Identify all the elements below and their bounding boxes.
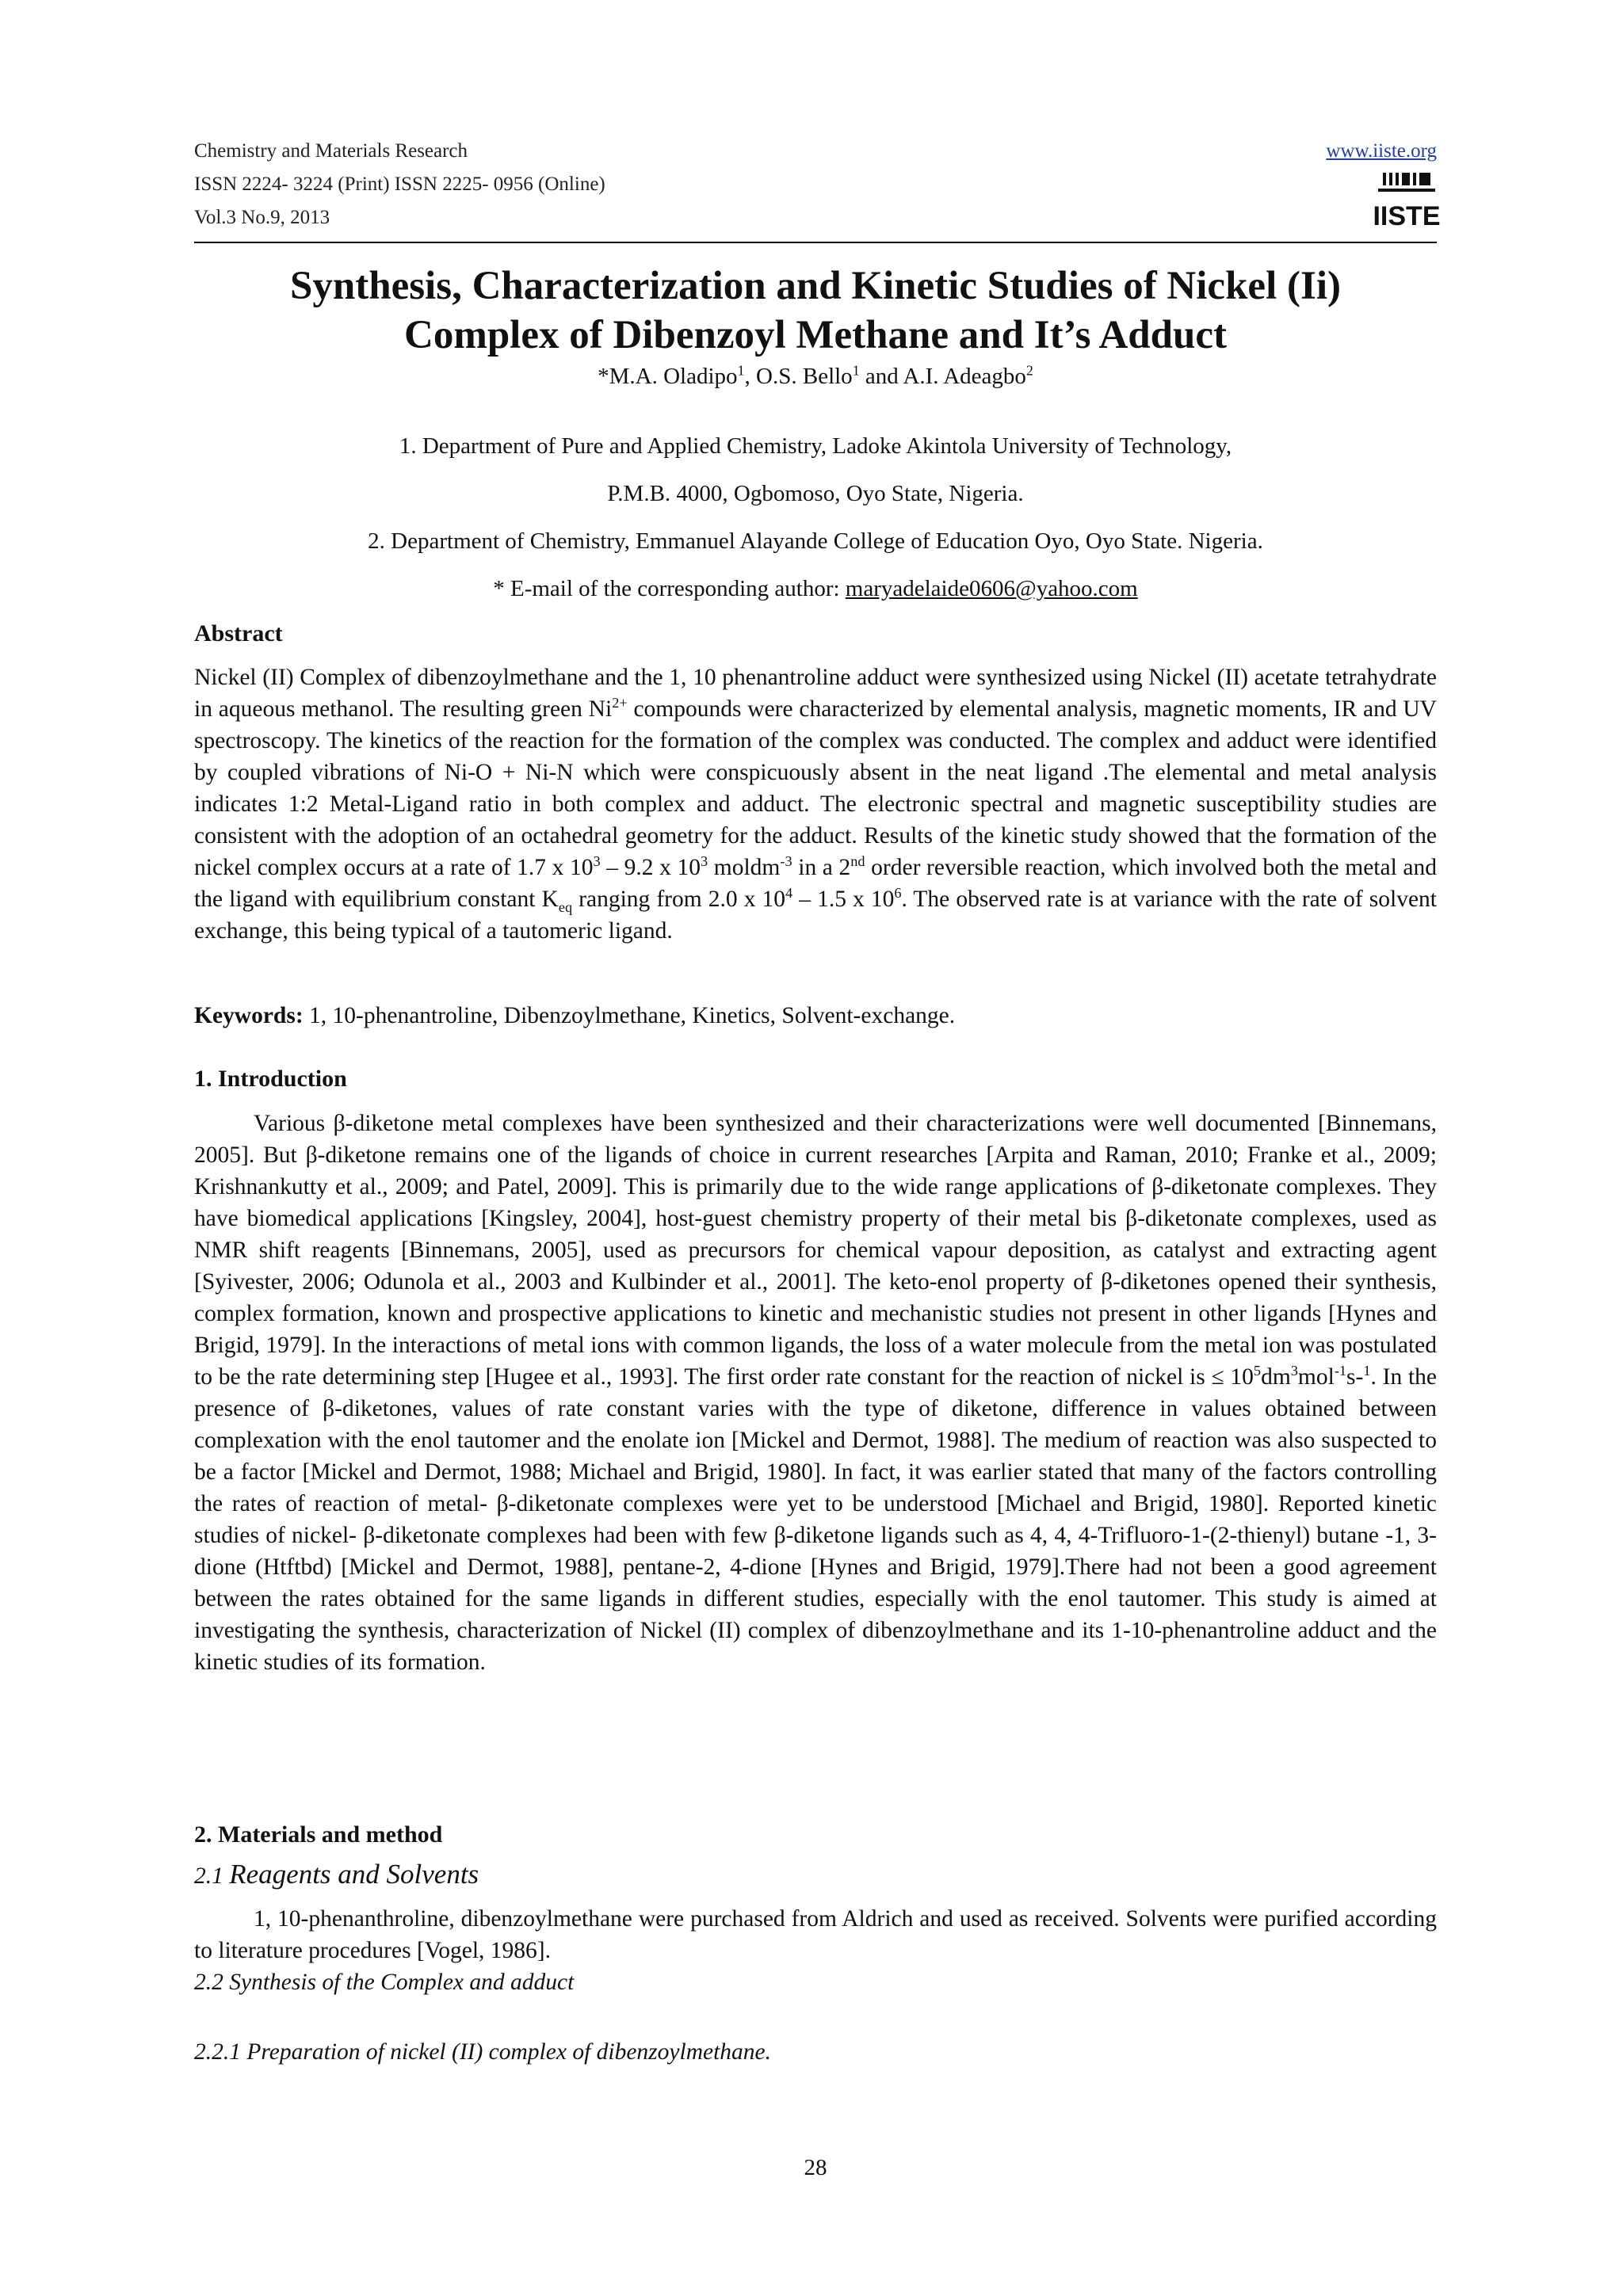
journal-volume: Vol.3 No.9, 2013 <box>194 207 330 228</box>
section-2-2-1-heading: 2.2.1 Preparation of nickel (II) complex of dibenzoylmethane. <box>194 2039 772 2065</box>
paper-page <box>194 0 1441 2296</box>
section-2-1-heading: 2.1 Reagents and Solvents <box>194 1859 479 1890</box>
affiliation-1-line-1: 1. Department of Pure and Applied Chemistry, Ladoke Akintola University of Technology, <box>399 433 1232 459</box>
iiste-logo <box>1373 170 1441 233</box>
journal-header <box>194 135 1441 243</box>
introduction-paragraph: Various β-diketone metal complexes have been synthesized and their characterizations were well documented [Binnemans, 2005]. But β-diketone remains one of the ligands of choice in current researches [Arpita and Raman, 2010; Franke et al., 2009; Krishnankutty et al., 2009; and Patel, 2009]. This is primarily due to the wide range applications of β-diketonate complexes. They have biomedical applications [Kingsley, 2004], host-guest chemistry property of their metal bis β-diketonate complexes, used as NMR shift reagents [Binnemans, 2005], used as precursors for chemical vapour deposition, as catalyst and extracting agent [Syivester, 2006; Odunola et al., 2003 and Kulbinder et al., 2001]. The keto-enol property of β-diketones opened their synthesis, complex formation, known and prospective applications to kinetic and mechanistic studies not present in other ligands [Hynes and Brigid, 1979]. In the interactions of metal ions with common ligands, the loss of a water molecule from the metal ion was postulated to be the rate determining step [Hugee et al., 1993]. The first order rate constant for the reaction of nickel is ≤ $10^5dm^3mol^{-1}s-^1$. In the presence of β-diketones, values of rate constant varies with the type of diketone, difference in values obtained between complexation with the enol tautomer and the enolate ion [Mickel and Dermot, 1988]. The medium of reaction was also suspected to be a factor [Mickel and Dermot, 1988; Michael and Brigid, 1980]. In fact, it was earlier stated that many of the factors controlling the rates of reaction of metal- β-diketonate complexes were yet to be understood [Michael and Brigid, 1980]. Reported kinetic studies of nickel- β-diketonate complexes had been with few β-diketone ligands such as 4, 4, 4-Trifluoro-1-(2-thienyl) butane -1, 3-dione (Htftbd) [Mickel and Dermot, 1988], pentane-2, 4-dione [Hynes and Brigid, 1979].There had not been a good agreement between the rates obtained for the same ligands in different studies, especially with the enol tautomer. This study is aimed at investigating the synthesis, characterization of Nickel (II) complex of dibenzoylmethane and its 1-10-phenantroline adduct and the kinetic studies of its formation. <box>194 1111 1437 1675</box>
paper-title <box>194 261 1437 360</box>
journal-issn: ISSN 2224- 3224 (Print) ISSN 2225- 0956 (Online) <box>194 174 605 195</box>
author-list: *M.A. Oladipo$^1$, O.S. Bello$^1$ and A.I. Adeagbo$^2$ <box>598 362 1033 389</box>
materials-method-heading: 2. Materials and method <box>194 1821 443 1848</box>
logo-text: IISTE <box>1373 201 1441 231</box>
keywords: Keywords: 1, 10-phenantroline, Dibenzoylmethane, Kinetics, Solvent-exchange. <box>194 1003 956 1028</box>
journal-name: Chemistry and Materials Research <box>194 140 468 162</box>
abstract-heading: Abstract <box>194 620 283 646</box>
abstract-text: Nickel (II) Complex of dibenzoylmethane and the 1, 10 phenantroline adduct were synthesized using Nickel (II) acetate tetrahydrate in aqueous methanol. The resulting green $Ni^{2+}$ compounds were characterized by elemental analysis, magnetic moments, IR and UV spectroscopy. The kinetics of the reaction for the formation of the complex was conducted. The complex and adduct were identified by coupled vibrations of Ni-O + Ni-N which were conspicuously absent in the neat ligand .The elemental and metal analysis indicates 1:2 Metal-Ligand ratio in both complex and adduct. The electronic spectral and magnetic susceptibility studies are consistent with the adoption of an octahedral geometry for the adduct. Results of the kinetic study showed that the formation of the nickel complex occurs at a rate of 1.7 x $10^3 - 9.2$ x $10^3$ moldm$^{-3}$ in a 2nd order reversible reaction, which involved both the metal and the ligand with equilibrium constant $K_{eq}$ ranging from 2.0 x $10^4 - 1.5$ x $10^6$. The observed rate is at variance with the rate of solvent exchange, this being typical of a tautomeric ligand. <box>194 665 1437 944</box>
section-2-2-heading: 2.2 Synthesis of the Complex and adduct <box>194 1970 575 1995</box>
introduction-heading: 1. Introduction <box>194 1066 347 1092</box>
email-link[interactable]: maryadelaide0606@yahoo.com <box>845 576 1138 601</box>
reagents-paragraph: 1, 10-phenanthroline, dibenzoylmethane were purchased from Aldrich and used as received. Solvents were purified according to literature procedures [Vogel, 1986]. <box>194 1906 1437 1963</box>
title-line-2: Complex of Dibenzoyl Methane and It’s Adduct <box>404 313 1227 357</box>
title-line-1: Synthesis, Characterization and Kinetic Studies of Nickel (Ii) <box>290 264 1341 308</box>
page-number: 28 <box>804 2155 827 2180</box>
affiliation-2: 2. Department of Chemistry, Emmanuel Alayande College of Education Oyo, Oyo State. Nigeria. <box>368 528 1263 554</box>
corresponding-email: * E-mail of the corresponding author: maryadelaide0606@yahoo.com <box>493 576 1138 601</box>
affiliation-1-line-2: P.M.B. 4000, Ogbomoso, Oyo State, Nigeria. <box>607 481 1024 506</box>
journal-url-link[interactable]: www.iiste.org <box>1326 140 1437 162</box>
